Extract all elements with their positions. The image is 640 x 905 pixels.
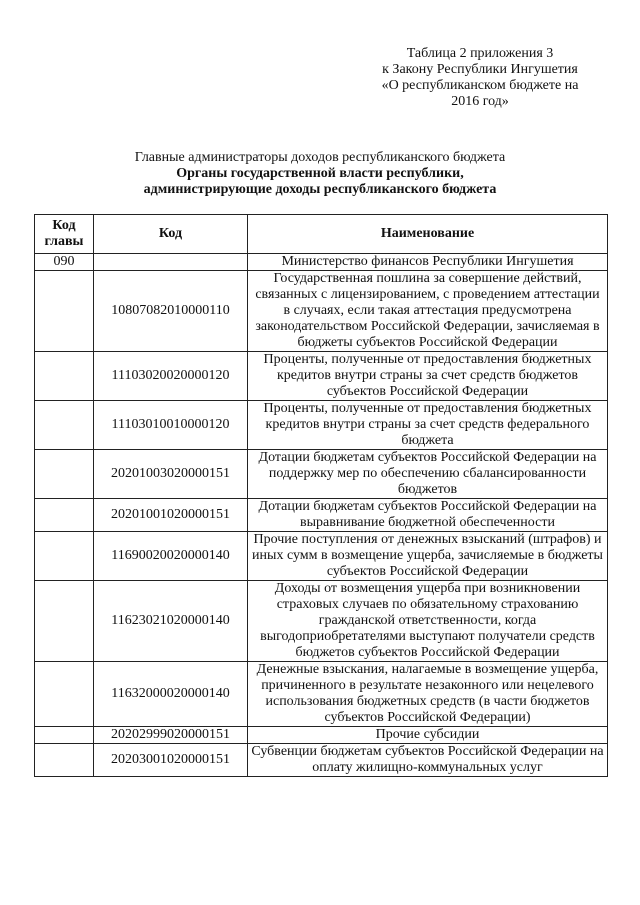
cell-kod: 11103010010000120 bbox=[94, 401, 248, 450]
cell-name: Доходы от возмещения ущерба при возникновении страховых случаев по обязательному страхованию гражданской ответственности, когда выгодоприобретателями выступают получатели средств бюджетов субъектов Российской Федерации bbox=[248, 581, 608, 662]
table-row bbox=[35, 581, 608, 662]
cell-glava bbox=[35, 727, 94, 744]
cell-name: Дотации бюджетам субъектов Российской Федерации на поддержку мер по обеспечению сбалансированности бюджетов bbox=[248, 450, 608, 499]
cell-name: Прочие поступления от денежных взысканий (штрафов) и иных сумм в возмещение ущерба, зачисляемые в бюджеты субъектов Российской Федерации bbox=[248, 532, 608, 581]
appendix-line: 2016 год» bbox=[451, 94, 509, 109]
document-heading bbox=[20, 150, 620, 198]
cell-glava bbox=[35, 450, 94, 499]
cell-kod: 20202999020000151 bbox=[94, 727, 248, 744]
appendix-reference bbox=[352, 46, 608, 110]
appendix-line: Таблица 2 приложения 3 bbox=[406, 46, 554, 61]
table-row bbox=[35, 499, 608, 532]
cell-name: Проценты, полученные от предоставления бюджетных кредитов внутри страны за счет средств федерального бюджета bbox=[248, 401, 608, 450]
header-name: Наименование bbox=[248, 215, 608, 254]
table-row bbox=[35, 450, 608, 499]
section-title-line1: Органы государственной власти республики, bbox=[176, 166, 464, 181]
cell-glava bbox=[35, 532, 94, 581]
cell-kod: 20201001020000151 bbox=[94, 499, 248, 532]
cell-kod: 11690020020000140 bbox=[94, 532, 248, 581]
table-row bbox=[35, 744, 608, 777]
cell-kod bbox=[94, 254, 248, 271]
cell-kod: 10807082010000110 bbox=[94, 271, 248, 352]
cell-name: Министерство финансов Республики Ингушетия bbox=[248, 254, 608, 271]
appendix-line: «О республиканском бюджете на bbox=[381, 78, 579, 93]
table-row bbox=[35, 271, 608, 352]
cell-name: Дотации бюджетам субъектов Российской Федерации на выравнивание бюджетной обеспеченности bbox=[248, 499, 608, 532]
table-row bbox=[35, 532, 608, 581]
cell-glava bbox=[35, 352, 94, 401]
cell-kod: 11623021020000140 bbox=[94, 581, 248, 662]
table-row bbox=[35, 662, 608, 727]
cell-glava: 090 bbox=[35, 254, 94, 271]
header-kod-glavy: Код главы bbox=[35, 215, 94, 254]
cell-glava bbox=[35, 401, 94, 450]
cell-name: Проценты, полученные от предоставления бюджетных кредитов внутри страны за счет средств бюджетов субъектов Российской Федерации bbox=[248, 352, 608, 401]
table-row bbox=[35, 401, 608, 450]
appendix-line: к Закону Республики Ингушетия bbox=[382, 62, 578, 77]
cell-name: Субвенции бюджетам субъектов Российской Федерации на оплату жилищно-коммунальных услуг bbox=[248, 744, 608, 777]
cell-glava bbox=[35, 499, 94, 532]
revenue-administrators-table bbox=[34, 214, 608, 777]
cell-kod: 20203001020000151 bbox=[94, 744, 248, 777]
cell-name: Прочие субсидии bbox=[248, 727, 608, 744]
table-row bbox=[35, 352, 608, 401]
table-header-row bbox=[35, 215, 608, 254]
cell-name: Государственная пошлина за совершение действий, связанных с лицензированием, с проведением аттестации в случаях, если такая аттестация предусмотрена законодательством Российской Федерации, зачисляемая в бюджеты субъектов Российской Федерации bbox=[248, 271, 608, 352]
cell-kod: 11632000020000140 bbox=[94, 662, 248, 727]
table-row bbox=[35, 727, 608, 744]
cell-kod: 11103020020000120 bbox=[94, 352, 248, 401]
header-kod: Код bbox=[94, 215, 248, 254]
cell-glava bbox=[35, 744, 94, 777]
cell-glava bbox=[35, 271, 94, 352]
section-title-line2: администрирующие доходы республиканского бюджета bbox=[143, 182, 497, 197]
table-row bbox=[35, 254, 608, 271]
cell-glava bbox=[35, 662, 94, 727]
cell-kod: 20201003020000151 bbox=[94, 450, 248, 499]
document-title: Главные администраторы доходов республиканского бюджета bbox=[134, 150, 506, 165]
cell-glava bbox=[35, 581, 94, 662]
cell-name: Денежные взыскания, налагаемые в возмещение ущерба, причиненного в результате незаконного или нецелевого использования бюджетных средств (в части бюджетов субъектов Российской Федерации) bbox=[248, 662, 608, 727]
